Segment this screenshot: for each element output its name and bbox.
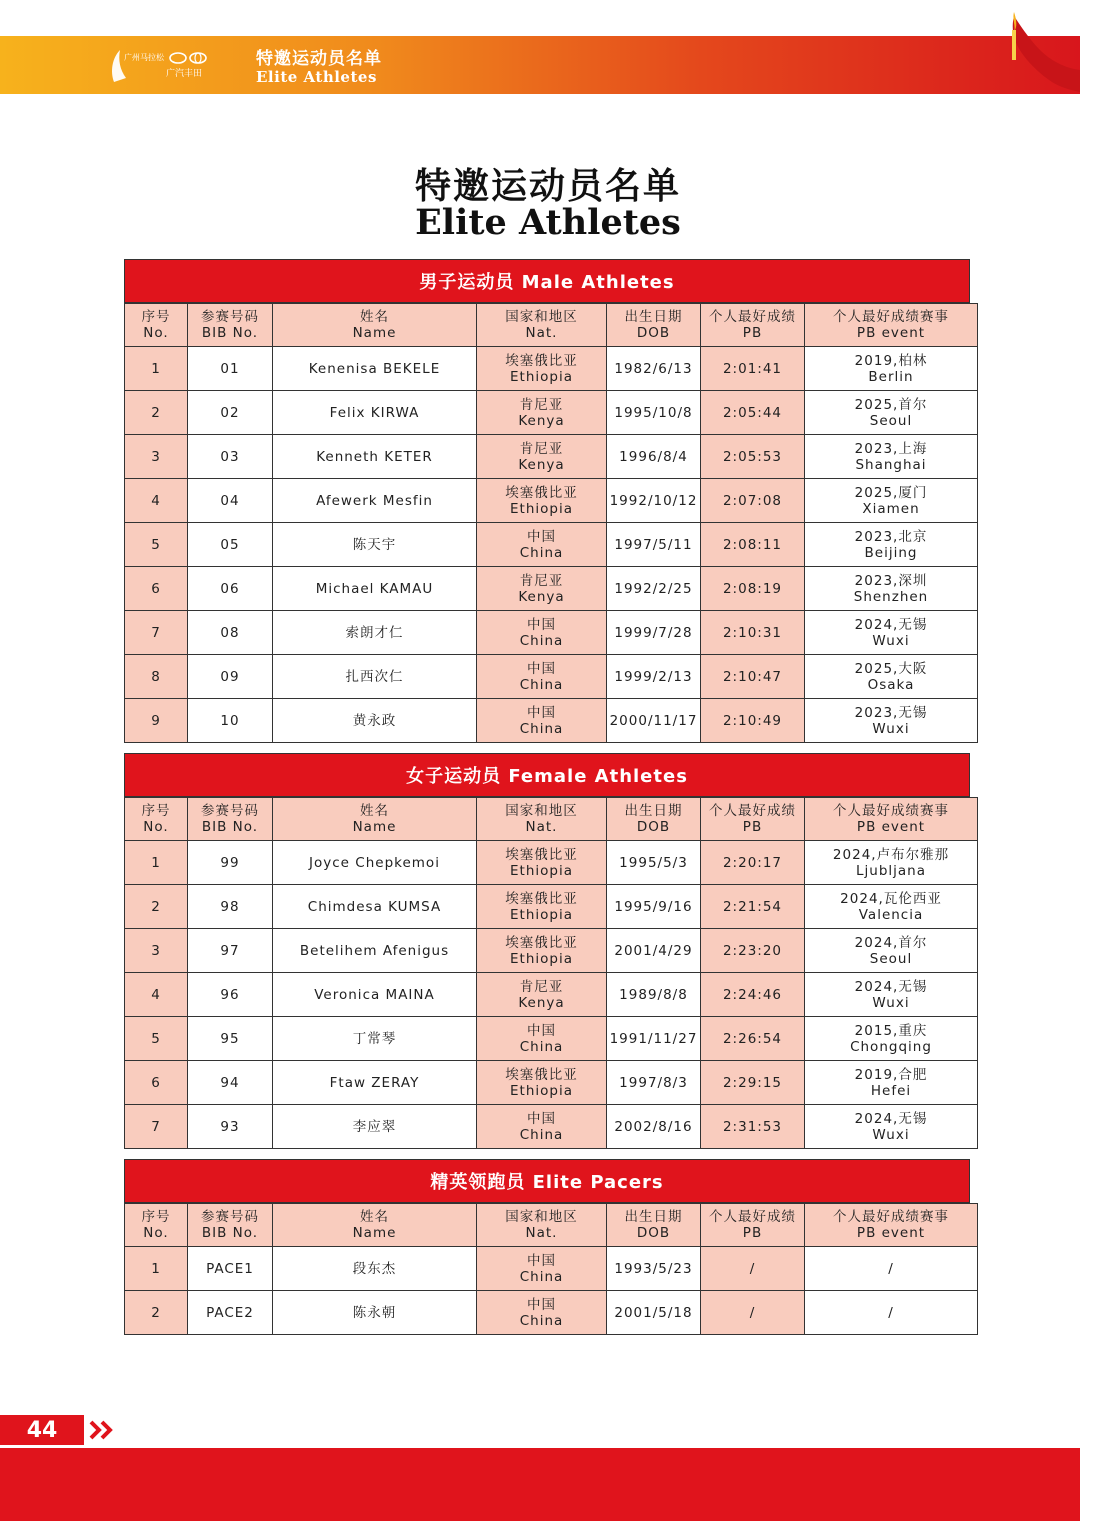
- column-header-cn: 序号: [141, 309, 171, 325]
- column-header-cn: 参赛号码: [201, 1209, 259, 1225]
- pb-event: [805, 841, 978, 885]
- column-header-cn: 个人最好成绩赛事: [833, 309, 949, 325]
- column-header-no: [125, 798, 188, 841]
- column-header-cn: 个人最好成绩: [709, 309, 796, 325]
- athlete-name: Afewerk Mesfin: [273, 479, 477, 523]
- bib-number: 97: [188, 929, 273, 973]
- nationality-line: 肯尼亚: [519, 396, 564, 413]
- bib-number: 06: [188, 567, 273, 611]
- table-row: [125, 973, 978, 1017]
- pb-event-line: Osaka: [867, 676, 915, 693]
- pb-event-line: Valencia: [858, 906, 924, 923]
- date-of-birth: 1999/2/13: [607, 655, 701, 699]
- logo-text-a: 广州马拉松: [124, 53, 164, 62]
- torch-icon: [1000, 12, 1080, 94]
- nationality-line: 埃塞俄比亚: [505, 352, 578, 369]
- date-of-birth: 1982/6/13: [607, 347, 701, 391]
- athlete-name: 扎西次仁: [273, 655, 477, 699]
- nationality-line: 肯尼亚: [519, 572, 564, 589]
- column-header-cn: 国家和地区: [505, 803, 578, 819]
- date-of-birth: 1992/2/25: [607, 567, 701, 611]
- table-row: [125, 929, 978, 973]
- table-title: 精英领跑员 Elite Pacers: [124, 1159, 970, 1203]
- column-header-bib: [188, 304, 273, 347]
- date-of-birth: 1999/7/28: [607, 611, 701, 655]
- column-header-en: DOB: [636, 325, 671, 341]
- pb-event: [805, 1291, 978, 1335]
- column-header-cn: 姓名: [360, 1209, 389, 1225]
- personal-best: 2:26:54: [701, 1017, 805, 1061]
- nationality: [477, 699, 607, 743]
- nationality: [477, 1105, 607, 1149]
- column-header-en: BIB No.: [201, 819, 259, 835]
- personal-best: 2:08:19: [701, 567, 805, 611]
- nationality: [477, 479, 607, 523]
- bib-number: 02: [188, 391, 273, 435]
- bib-number: 96: [188, 973, 273, 1017]
- row-number: 5: [125, 1017, 188, 1061]
- double-chevron-right-icon: [88, 1418, 118, 1442]
- personal-best: 2:05:53: [701, 435, 805, 479]
- column-header-nat: [477, 304, 607, 347]
- athlete-name: Chimdesa KUMSA: [273, 885, 477, 929]
- column-header-en: No.: [143, 1225, 169, 1241]
- pb-event-line: 2023,无锡: [854, 704, 928, 721]
- pb-event-line: Wuxi: [872, 720, 910, 737]
- bib-number: PACE1: [188, 1247, 273, 1291]
- pb-event-line: 2024,无锡: [854, 616, 928, 633]
- nationality: [477, 567, 607, 611]
- pb-event: [805, 391, 978, 435]
- bib-number: 03: [188, 435, 273, 479]
- column-header-cn: 参赛号码: [201, 803, 259, 819]
- athlete-name: Felix KIRWA: [273, 391, 477, 435]
- column-header-cn: 个人最好成绩: [709, 803, 796, 819]
- column-header-dob: [607, 1204, 701, 1247]
- table-row: [125, 699, 978, 743]
- pb-event-line: Seoul: [869, 412, 913, 429]
- column-header-bib: [188, 798, 273, 841]
- personal-best: 2:05:44: [701, 391, 805, 435]
- column-header-en: PB: [742, 325, 763, 341]
- table-header: [125, 798, 978, 841]
- nationality-line: Kenya: [518, 412, 565, 429]
- column-header-pb-event: [805, 304, 978, 347]
- column-header-dob: [607, 798, 701, 841]
- pb-event-line: 2023,北京: [854, 528, 928, 545]
- pb-event: [805, 435, 978, 479]
- nationality-line: Ethiopia: [510, 1082, 573, 1099]
- date-of-birth: 2002/8/16: [607, 1105, 701, 1149]
- pb-event: [805, 1247, 978, 1291]
- nationality-line: Ethiopia: [510, 950, 573, 967]
- bib-number: 08: [188, 611, 273, 655]
- bib-number: 98: [188, 885, 273, 929]
- row-number: 9: [125, 699, 188, 743]
- bib-number: PACE2: [188, 1291, 273, 1335]
- table-title: 女子运动员 Female Athletes: [124, 753, 970, 797]
- table-row: [125, 347, 978, 391]
- date-of-birth: 1992/10/12: [607, 479, 701, 523]
- row-number: 3: [125, 435, 188, 479]
- bib-number: 99: [188, 841, 273, 885]
- table-row: [125, 1017, 978, 1061]
- column-header-cn: 序号: [141, 1209, 171, 1225]
- column-header-cn: 序号: [141, 803, 171, 819]
- column-header-pb: [701, 304, 805, 347]
- pb-event-line: 2015,重庆: [854, 1022, 928, 1039]
- pb-event-line: Shenzhen: [853, 588, 929, 605]
- nationality-line: China: [519, 1126, 564, 1143]
- nationality: [477, 611, 607, 655]
- nationality-line: 肯尼亚: [519, 978, 564, 995]
- pb-event-line: 2019,柏林: [854, 352, 928, 369]
- nationality: [477, 973, 607, 1017]
- bib-number: 93: [188, 1105, 273, 1149]
- table-row: [125, 391, 978, 435]
- pb-event-line: 2025,厦门: [854, 484, 928, 501]
- date-of-birth: 2001/5/18: [607, 1291, 701, 1335]
- column-header-en: BIB No.: [201, 325, 259, 341]
- table-row: [125, 841, 978, 885]
- column-header-en: BIB No.: [201, 1225, 259, 1241]
- bib-number: 01: [188, 347, 273, 391]
- pb-event-line: Ljubljana: [855, 862, 926, 879]
- nationality: [477, 347, 607, 391]
- row-number: 7: [125, 1105, 188, 1149]
- column-header-pb-event: [805, 798, 978, 841]
- column-header-cn: 国家和地区: [505, 309, 578, 325]
- nationality-line: Kenya: [518, 456, 565, 473]
- athlete-name: Betelihem Afenigus: [273, 929, 477, 973]
- page-number: 44: [0, 1415, 84, 1445]
- nationality: [477, 1291, 607, 1335]
- bib-number: 04: [188, 479, 273, 523]
- pb-event-line: 2024,无锡: [854, 978, 928, 995]
- athlete-name: 段东杰: [273, 1247, 477, 1291]
- column-header-cn: 姓名: [360, 803, 389, 819]
- nationality: [477, 655, 607, 699]
- row-number: 2: [125, 1291, 188, 1335]
- bib-number: 95: [188, 1017, 273, 1061]
- row-number: 2: [125, 885, 188, 929]
- pb-event: [805, 523, 978, 567]
- nationality-line: China: [519, 1312, 564, 1329]
- nationality-line: 中国: [527, 1252, 556, 1269]
- column-header-name: [273, 798, 477, 841]
- column-header-en: Nat.: [525, 1225, 558, 1241]
- athlete-name: 陈天宇: [273, 523, 477, 567]
- column-header-en: Nat.: [525, 325, 558, 341]
- column-header-pb: [701, 1204, 805, 1247]
- column-header-en: Name: [352, 325, 397, 341]
- pb-event-line: Shanghai: [855, 456, 927, 473]
- nationality-line: China: [519, 720, 564, 737]
- table-title: 男子运动员 Male Athletes: [124, 259, 970, 303]
- column-header-cn: 姓名: [360, 309, 389, 325]
- pb-event-line: 2023,上海: [854, 440, 928, 457]
- column-header-en: Nat.: [525, 819, 558, 835]
- row-number: 1: [125, 1247, 188, 1291]
- row-number: 6: [125, 1061, 188, 1105]
- nationality-line: 中国: [527, 1296, 556, 1313]
- date-of-birth: 1993/5/23: [607, 1247, 701, 1291]
- pb-event-line: Beijing: [864, 544, 918, 561]
- date-of-birth: 2000/11/17: [607, 699, 701, 743]
- male-athletes-table: [124, 259, 970, 743]
- pb-event-line: 2024,无锡: [854, 1110, 928, 1127]
- pb-event-line: Chongqing: [850, 1038, 932, 1055]
- athlete-name: Ftaw ZERAY: [273, 1061, 477, 1105]
- gac-toyota-logo: [164, 48, 220, 82]
- column-header-no: [125, 1204, 188, 1247]
- athlete-name: Michael KAMAU: [273, 567, 477, 611]
- nationality-line: 中国: [527, 616, 556, 633]
- athlete-name: 李应翠: [273, 1105, 477, 1149]
- row-number: 1: [125, 347, 188, 391]
- nationality-line: China: [519, 1038, 564, 1055]
- column-header-cn: 个人最好成绩赛事: [833, 1209, 949, 1225]
- column-header-en: PB: [742, 1225, 763, 1241]
- row-number: 1: [125, 841, 188, 885]
- pb-event-line: 2025,首尔: [854, 396, 928, 413]
- row-number: 5: [125, 523, 188, 567]
- date-of-birth: 1995/5/3: [607, 841, 701, 885]
- column-header-en: PB event: [856, 325, 926, 341]
- athlete-name: Kenenisa BEKELE: [273, 347, 477, 391]
- nationality: [477, 1017, 607, 1061]
- nationality: [477, 929, 607, 973]
- nationality-line: 中国: [527, 528, 556, 545]
- pb-event-line: Xiamen: [862, 500, 920, 517]
- pb-event: [805, 1017, 978, 1061]
- nationality-line: 肯尼亚: [519, 440, 564, 457]
- table-header: [125, 1204, 978, 1247]
- date-of-birth: 1995/10/8: [607, 391, 701, 435]
- header-title-en: Elite Athletes: [256, 68, 377, 86]
- row-number: 6: [125, 567, 188, 611]
- pb-event-line: 2025,大阪: [854, 660, 928, 677]
- table-row: [125, 611, 978, 655]
- column-header-en: PB event: [856, 819, 926, 835]
- nationality: [477, 885, 607, 929]
- nationality: [477, 523, 607, 567]
- pb-event: [805, 929, 978, 973]
- guangzhou-marathon-logo: [104, 44, 164, 86]
- table-row: [125, 1105, 978, 1149]
- pb-event-line: 2024,卢布尔雅那: [832, 846, 950, 863]
- bib-number: 94: [188, 1061, 273, 1105]
- personal-best: 2:08:11: [701, 523, 805, 567]
- column-header-en: DOB: [636, 1225, 671, 1241]
- pb-event-line: Berlin: [868, 368, 914, 385]
- date-of-birth: 2001/4/29: [607, 929, 701, 973]
- pb-event-line: Wuxi: [872, 994, 910, 1011]
- column-header-cn: 个人最好成绩赛事: [833, 803, 949, 819]
- nationality-line: 埃塞俄比亚: [505, 934, 578, 951]
- nationality: [477, 1247, 607, 1291]
- pb-event: [805, 479, 978, 523]
- pb-event: [805, 1105, 978, 1149]
- date-of-birth: 1995/9/16: [607, 885, 701, 929]
- personal-best: 2:10:31: [701, 611, 805, 655]
- column-header-nat: [477, 798, 607, 841]
- header-band: [0, 36, 1080, 94]
- pb-event-line: 2024,瓦伦西亚: [840, 890, 942, 907]
- row-number: 4: [125, 479, 188, 523]
- column-header-bib: [188, 1204, 273, 1247]
- nationality: [477, 1061, 607, 1105]
- table-header: [125, 304, 978, 347]
- row-number: 7: [125, 611, 188, 655]
- date-of-birth: 1991/11/27: [607, 1017, 701, 1061]
- personal-best: 2:10:49: [701, 699, 805, 743]
- nationality: [477, 435, 607, 479]
- pb-event-line: 2024,首尔: [854, 934, 928, 951]
- column-header-cn: 个人最好成绩: [709, 1209, 796, 1225]
- personal-best: 2:07:08: [701, 479, 805, 523]
- date-of-birth: 1997/8/3: [607, 1061, 701, 1105]
- nationality-line: 中国: [527, 704, 556, 721]
- column-header-en: PB: [742, 819, 763, 835]
- nationality-line: 中国: [527, 660, 556, 677]
- column-header-no: [125, 304, 188, 347]
- female-athletes-table: [124, 753, 970, 1149]
- nationality-line: 中国: [527, 1110, 556, 1127]
- elite-pacers-table: [124, 1159, 970, 1335]
- nationality-line: China: [519, 544, 564, 561]
- nationality-line: 埃塞俄比亚: [505, 846, 578, 863]
- column-header-cn: 出生日期: [624, 1209, 683, 1225]
- personal-best: /: [701, 1291, 805, 1335]
- nationality: [477, 391, 607, 435]
- personal-best: 2:24:46: [701, 973, 805, 1017]
- date-of-birth: 1997/5/11: [607, 523, 701, 567]
- nationality: [477, 841, 607, 885]
- pb-event-line: 2023,深圳: [854, 572, 928, 589]
- pb-event-line: /: [888, 1260, 894, 1277]
- footer-band: [0, 1448, 1080, 1521]
- bib-number: 09: [188, 655, 273, 699]
- pb-event-line: Hefei: [870, 1082, 912, 1099]
- pb-event: [805, 1061, 978, 1105]
- row-number: 3: [125, 929, 188, 973]
- pb-event-line: Seoul: [869, 950, 913, 967]
- pb-event: [805, 347, 978, 391]
- column-header-cn: 出生日期: [624, 803, 683, 819]
- pb-event-line: /: [888, 1304, 894, 1321]
- page-title-cn: 特邀运动员名单: [414, 165, 681, 207]
- column-header-nat: [477, 1204, 607, 1247]
- date-of-birth: 1996/8/4: [607, 435, 701, 479]
- pb-event: [805, 655, 978, 699]
- nationality-line: Ethiopia: [510, 500, 573, 517]
- column-header-cn: 国家和地区: [505, 1209, 578, 1225]
- nationality-line: China: [519, 676, 564, 693]
- column-header-en: PB event: [856, 1225, 926, 1241]
- header-title-cn: 特邀运动员名单: [256, 49, 382, 69]
- table-row: [125, 885, 978, 929]
- table-row: [125, 435, 978, 479]
- personal-best: 2:21:54: [701, 885, 805, 929]
- column-header-dob: [607, 304, 701, 347]
- nationality-line: Kenya: [518, 588, 565, 605]
- nationality-line: 中国: [527, 1022, 556, 1039]
- nationality-line: China: [519, 1268, 564, 1285]
- nationality-line: Ethiopia: [510, 862, 573, 879]
- personal-best: 2:23:20: [701, 929, 805, 973]
- column-header-en: No.: [143, 819, 169, 835]
- column-header-cn: 参赛号码: [201, 309, 259, 325]
- column-header-name: [273, 1204, 477, 1247]
- nationality-line: 埃塞俄比亚: [505, 484, 578, 501]
- column-header-en: Name: [352, 1225, 397, 1241]
- row-number: 2: [125, 391, 188, 435]
- table-row: [125, 523, 978, 567]
- column-header-en: No.: [143, 325, 169, 341]
- bib-number: 05: [188, 523, 273, 567]
- nationality-line: China: [519, 632, 564, 649]
- table-row: [125, 1061, 978, 1105]
- pb-event: [805, 567, 978, 611]
- athlete-name: 丁常琴: [273, 1017, 477, 1061]
- nationality-line: Ethiopia: [510, 368, 573, 385]
- personal-best: /: [701, 1247, 805, 1291]
- personal-best: 2:29:15: [701, 1061, 805, 1105]
- pb-event: [805, 973, 978, 1017]
- personal-best: 2:01:41: [701, 347, 805, 391]
- table-row: [125, 1247, 978, 1291]
- athlete-name: 索朗才仁: [273, 611, 477, 655]
- page-title-en: Elite Athletes: [415, 202, 681, 243]
- row-number: 4: [125, 973, 188, 1017]
- date-of-birth: 1989/8/8: [607, 973, 701, 1017]
- column-header-en: DOB: [636, 819, 671, 835]
- nationality-line: Kenya: [518, 994, 565, 1011]
- logo-text-b: 广汽丰田: [166, 69, 203, 79]
- personal-best: 2:10:47: [701, 655, 805, 699]
- personal-best: 2:31:53: [701, 1105, 805, 1149]
- column-header-en: Name: [352, 819, 397, 835]
- athlete-name: Kenneth KETER: [273, 435, 477, 479]
- pb-event: [805, 699, 978, 743]
- pb-event-line: Wuxi: [872, 1126, 910, 1143]
- pb-event: [805, 885, 978, 929]
- pb-event-line: Wuxi: [872, 632, 910, 649]
- athlete-name: 黄永政: [273, 699, 477, 743]
- personal-best: 2:20:17: [701, 841, 805, 885]
- nationality-line: 埃塞俄比亚: [505, 1066, 578, 1083]
- column-header-pb-event: [805, 1204, 978, 1247]
- table-row: [125, 1291, 978, 1335]
- table-row: [125, 567, 978, 611]
- athlete-name: 陈永朝: [273, 1291, 477, 1335]
- athlete-name: Joyce Chepkemoi: [273, 841, 477, 885]
- table-row: [125, 479, 978, 523]
- pb-event-line: 2019,合肥: [854, 1066, 928, 1083]
- column-header-pb: [701, 798, 805, 841]
- nationality-line: 埃塞俄比亚: [505, 890, 578, 907]
- table-row: [125, 655, 978, 699]
- column-header-name: [273, 304, 477, 347]
- pb-event: [805, 611, 978, 655]
- bib-number: 10: [188, 699, 273, 743]
- athlete-name: Veronica MAINA: [273, 973, 477, 1017]
- row-number: 8: [125, 655, 188, 699]
- nationality-line: Ethiopia: [510, 906, 573, 923]
- column-header-cn: 出生日期: [624, 309, 683, 325]
